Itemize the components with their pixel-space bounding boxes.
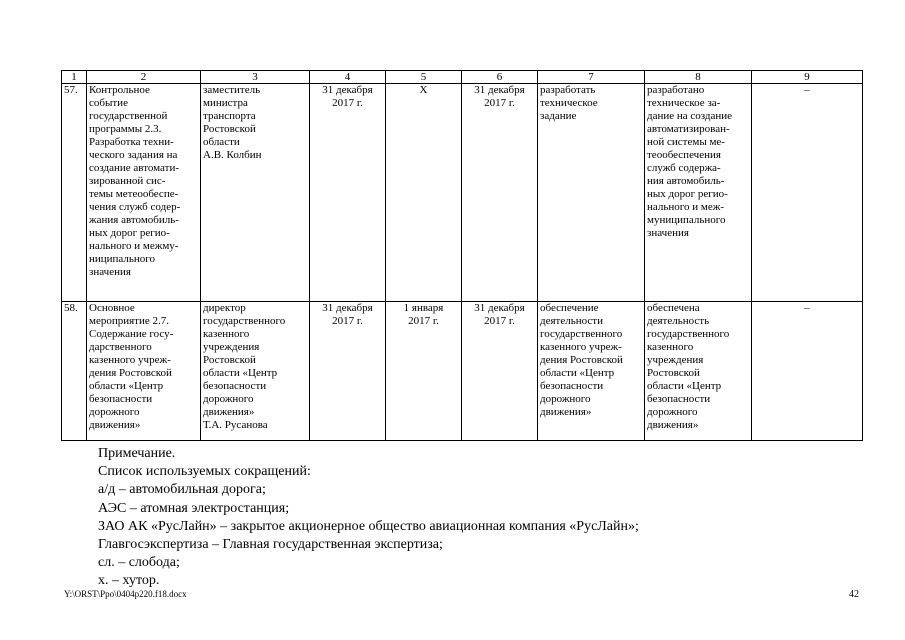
abbreviation-item: ЗАО АК «РусЛайн» – закрытое акционерное общество авиационная компания «РусЛайн»;	[98, 518, 639, 534]
remarks-cell: –	[752, 84, 863, 302]
abbreviation-item: АЭС – атомная электростанция;	[98, 500, 290, 516]
row-number: 58.	[62, 302, 87, 441]
expected-result: обеспечение деятельности государственного казенного учреж- дения Ростовской области «Центр безопасности дорожного движения»	[538, 302, 645, 441]
responsible-person: директор государственного казенного учреждения Ростовской области «Центр безопасности дорожного движения» Т.А. Русанова	[201, 302, 310, 441]
table-row	[62, 302, 863, 441]
abbreviation-item: х. – хутор.	[98, 573, 160, 589]
abbreviation-item: а/д – автомобильная дорога;	[98, 482, 266, 498]
activities-table	[61, 70, 863, 441]
date-cell: X	[386, 84, 462, 302]
column-number: 2	[87, 71, 201, 84]
abbreviations-heading: Список используемых сокращений:	[98, 464, 311, 480]
activity-name: Основное мероприятие 2.7. Содержание госу- дарственного казенного учреж- дения Ростовской области «Центр безопасности дорожного движения»	[87, 302, 201, 441]
column-number: 6	[462, 71, 538, 84]
responsible-person: заместитель министра транспорта Ростовской области А.В. Колбин	[201, 84, 310, 302]
column-number: 7	[538, 71, 645, 84]
file-path: Y:\ORST\Ppo\0404p220.f18.docx	[64, 589, 187, 599]
date-cell: 31 декабря 2017 г.	[310, 302, 386, 441]
expected-result: разработать техническое задание	[538, 84, 645, 302]
actual-result: обеспечена деятельность государственного казенного учреждения Ростовской области «Центр безопасности дорожного движения»	[645, 302, 752, 441]
abbreviation-item: сл. – слобода;	[98, 555, 180, 571]
column-number: 9	[752, 71, 863, 84]
date-cell: 1 января 2017 г.	[386, 302, 462, 441]
activity-name: Контрольное событие государственной программы 2.3. Разработка техни- ческого задания на создание автомати- зированной сис- темы метеообеспе- чения служб содер- жания автомобиль- ных дорог регио- нального и межму- ниципального значения	[87, 84, 201, 302]
abbreviations-note	[98, 445, 639, 591]
page-number: 42	[849, 589, 859, 600]
table-row	[62, 84, 863, 302]
column-number: 3	[201, 71, 310, 84]
column-number: 8	[645, 71, 752, 84]
actual-result: разработано техническое за- дание на создание автоматизирован- ной системы ме- теообеспечения служб содержа- ния автомобиль- ных дорог регио- нального и меж- муниципального значения	[645, 84, 752, 302]
abbreviation-item: Главгосэкспертиза – Главная государственная экспертиза;	[98, 536, 443, 552]
date-cell: 31 декабря 2017 г.	[462, 84, 538, 302]
row-number: 57.	[62, 84, 87, 302]
date-cell: 31 декабря 2017 г.	[462, 302, 538, 441]
column-number-row	[62, 71, 863, 84]
column-number: 1	[62, 71, 87, 84]
date-cell: 31 декабря 2017 г.	[310, 84, 386, 302]
column-number: 5	[386, 71, 462, 84]
column-number: 4	[310, 71, 386, 84]
remarks-cell: –	[752, 302, 863, 441]
note-title: Примечание.	[98, 446, 176, 461]
